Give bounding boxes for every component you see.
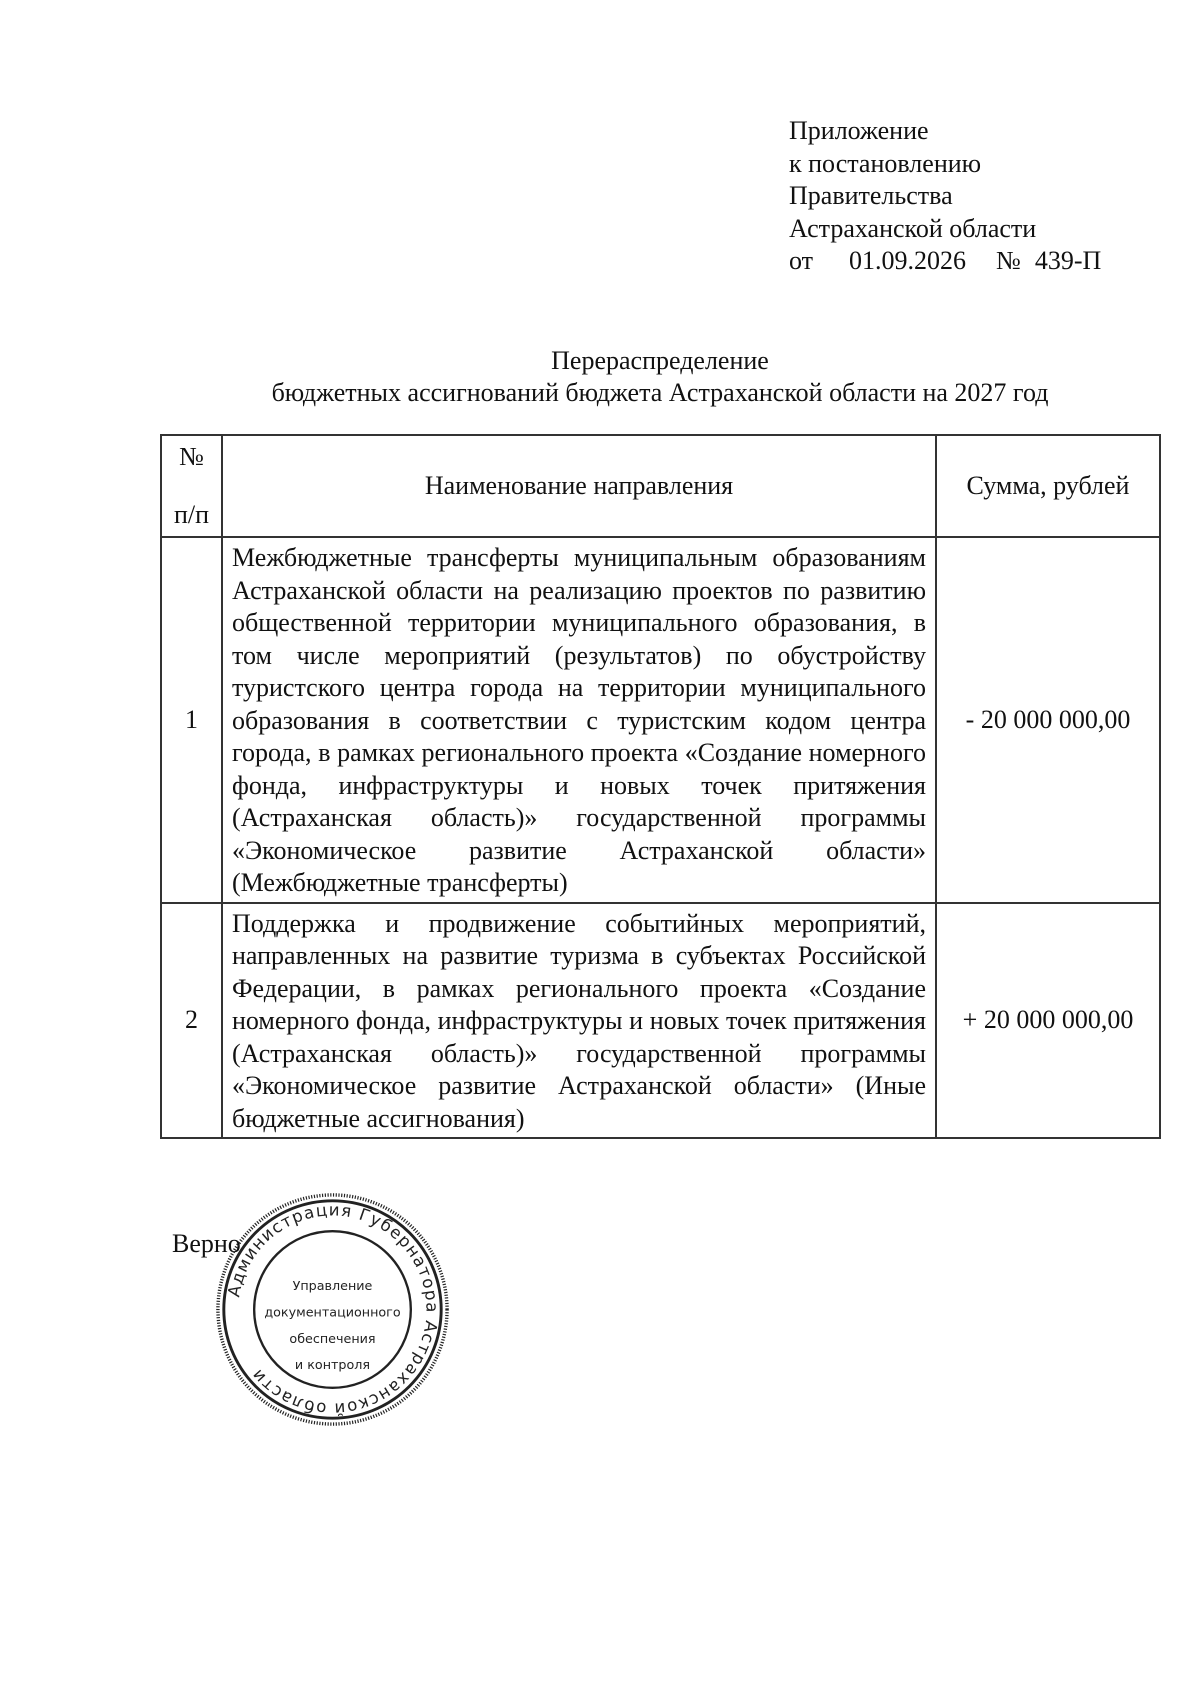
stamp-center-line-1: Управление <box>292 1277 373 1293</box>
row-number: 1 <box>161 537 222 903</box>
title-line-2: бюджетных ассигнований бюджета Астраханской области на 2027 год <box>271 378 1049 407</box>
header-name-cell: Наименование направления <box>222 435 936 537</box>
table-header-row <box>161 435 1160 537</box>
stamp-ring-text: Администрация Губернатора Астраханской области <box>224 1200 442 1419</box>
appendix-line-4: Астраханской области <box>789 213 1037 243</box>
header-number-pp: п/п <box>173 500 210 529</box>
budget-table <box>160 434 1161 1139</box>
header-sum-cell: Сумма, рублей <box>936 435 1160 537</box>
stamp-center-line-4: и контроля <box>294 1357 371 1373</box>
appendix-date-line <box>789 245 1101 278</box>
row-sum: - 20 000 000,00 <box>936 537 1160 903</box>
appendix-line-2: к постановлению <box>789 148 982 178</box>
row-name: Межбюджетные трансферты муниципальным образованиям Астраханской области на реализацию проектов по развитию общественной территории муниципального образования, в том числе мероприятий (результатов) по обустройству туристского центра города на территории муниципального образования в соответствии с туристским кодом центра города, в рамках регионального проекта «Создание номерного фонда, инфраструктуры и новых точек притяжения (Астраханская область)» государственной программы «Экономическое развитие Астраханской области» (Межбюджетные трансферты) <box>222 537 936 903</box>
header-number-cell <box>161 435 222 537</box>
table-row <box>161 903 1160 1139</box>
document-number: 439-П <box>1034 246 1102 275</box>
header-number-sign: № <box>179 442 204 471</box>
certified-label: Верно <box>172 1229 241 1258</box>
row-sum: + 20 000 000,00 <box>936 903 1160 1139</box>
date-prefix: от <box>789 246 814 275</box>
stamp-center-line-3: обеспечения <box>289 1330 376 1346</box>
stamp-seal-icon <box>215 1192 450 1427</box>
table-row <box>161 537 1160 903</box>
title-line-1: Перераспределение <box>551 346 769 375</box>
document-title <box>160 345 1160 409</box>
official-stamp <box>215 1192 450 1427</box>
number-sign: № <box>996 246 1021 275</box>
appendix-line-1: Приложение <box>789 116 929 145</box>
document-date: 01.09.2026 <box>849 246 967 275</box>
appendix-line-3: Правительства <box>789 181 953 210</box>
row-name: Поддержка и продвижение событийных мероприятий, направленных на развитие туризма в субъектах Российской Федерации, в рамках регионального проекта «Создание номерного фонда, инфраструктуры и новых точек притяжения (Астраханская область)» государственной программы «Экономическое развитие Астраханской области» (Иные бюджетные ассигнования) <box>222 903 936 1139</box>
stamp-center-line-2: документационного <box>264 1304 401 1320</box>
row-number: 2 <box>161 903 222 1139</box>
appendix-header <box>789 115 1101 278</box>
